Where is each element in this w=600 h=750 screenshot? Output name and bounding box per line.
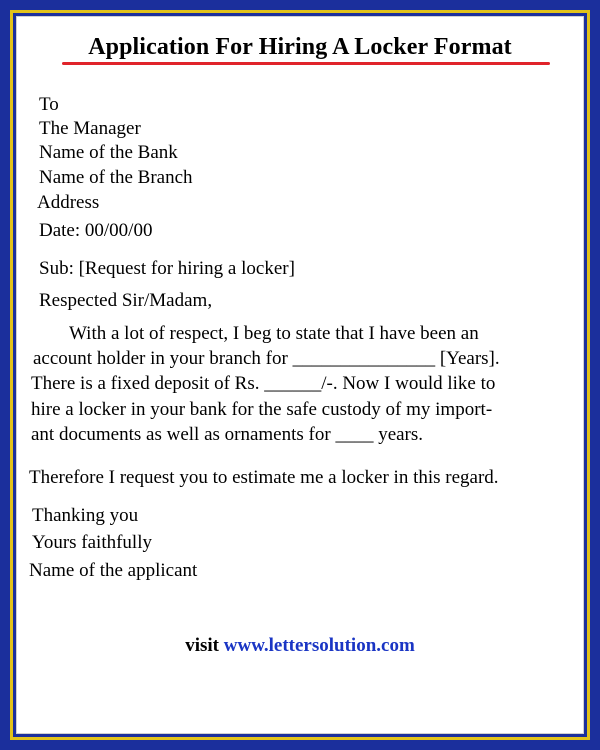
address-bank: Name of the Bank [39,142,178,163]
title-container [16,32,584,62]
closing-thanks: Thanking you [32,505,139,526]
letter-sheet [16,16,584,734]
request-line: Therefore I request you to estimate me a locker in this regard. [29,467,499,488]
body-line-1: With a lot of respect, I beg to state that I have been an [69,323,479,344]
page-frame [4,4,594,744]
letter-date: Date: 00/00/00 [39,220,153,241]
closing-yours: Yours faithfully [32,532,152,553]
body-line-5: ant documents as well as ornaments for ____ years. [31,424,424,445]
footer [16,634,584,658]
address-to: To [39,94,59,115]
body-line-2: account holder in your branch for _______________ [Years]. [33,348,500,369]
address-line: Address [37,192,100,213]
letter-subject: Sub: [Request for hiring a locker] [39,258,295,279]
body-line-3: There is a fixed deposit of Rs. ______/-. Now I would like to [31,373,496,394]
footer-visit: visit [185,635,219,656]
salutation: Respected Sir/Madam, [39,290,213,311]
address-manager: The Manager [39,118,141,139]
applicant-name: Name of the applicant [29,560,198,581]
page-title: Application For Hiring A Locker Format [88,34,512,60]
body-line-4: hire a locker in your bank for the safe custody of my import- [31,399,493,420]
title-underline [62,62,550,65]
website-link[interactable]: www.lettersolution.com [223,635,415,656]
address-branch: Name of the Branch [39,167,193,188]
